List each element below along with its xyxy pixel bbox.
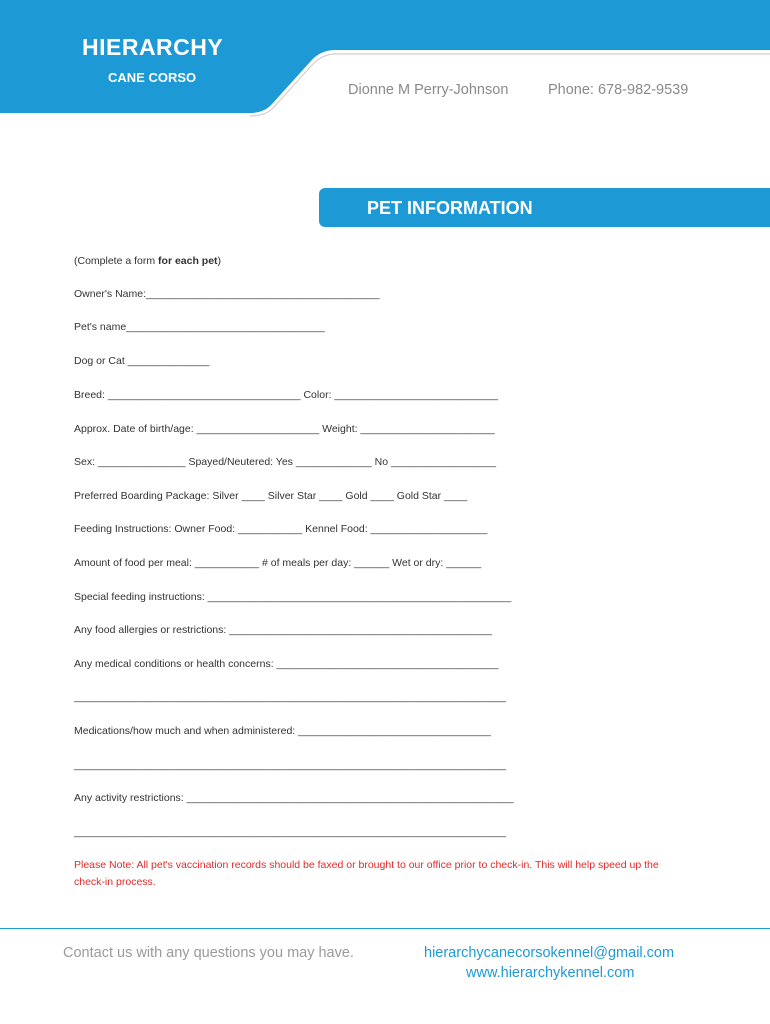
- feeding-instructions-field[interactable]: Feeding Instructions: Owner Food: ___________ Kennel Food: ____________________: [74, 523, 488, 535]
- allergies-field[interactable]: Any food allergies or restrictions: _____________________________________________: [74, 624, 493, 636]
- footer-website-link[interactable]: www.hierarchykennel.com: [466, 965, 635, 981]
- vaccination-note: Please Note: All pet's vaccination records should be faxed or brought to our office prior to check-in. This will help speed up the check-in process.: [74, 859, 659, 888]
- footer-contact-text: Contact us with any questions you may have.: [63, 945, 354, 961]
- activity-restrictions-field[interactable]: Any activity restrictions: ________________________________________________________: [74, 792, 514, 804]
- section-title: PET INFORMATION: [367, 198, 533, 218]
- sex-spayed-field[interactable]: Sex: _______________ Spayed/Neutered: Yes _____________ No __________________: [74, 456, 497, 468]
- breed-color-field[interactable]: Breed: _________________________________ Color: ____________________________: [74, 389, 498, 401]
- contact-name: Dionne M Perry-Johnson: [348, 82, 509, 98]
- brand-subtitle: CANE CORSO: [108, 70, 197, 85]
- footer-email-link[interactable]: hierarchycanecorsokennel@gmail.com: [424, 945, 675, 961]
- dog-or-cat-field[interactable]: Dog or Cat ______________: [74, 355, 210, 367]
- food-amount-field[interactable]: Amount of food per meal: ___________ # of meals per day: ______ Wet or dry: ______: [74, 557, 482, 569]
- special-feeding-field[interactable]: Special feeding instructions: ____________________________________________________: [74, 591, 512, 603]
- intro-instruction: [74, 255, 221, 267]
- owner-name-field[interactable]: Owner's Name:________________________________________: [74, 288, 380, 300]
- contact-phone: Phone: 678-982-9539: [548, 82, 689, 98]
- intro-suffix: ): [217, 255, 222, 267]
- intro-prefix: (Complete a form: [74, 255, 159, 267]
- medications-continued[interactable]: __________________________________________________________________________: [74, 759, 507, 771]
- medications-field[interactable]: Medications/how much and when administered: _________________________________: [74, 725, 491, 737]
- footer-divider: [0, 928, 770, 929]
- pet-name-field[interactable]: Pet's name__________________________________: [74, 321, 325, 333]
- birth-weight-field[interactable]: Approx. Date of birth/age: _____________________ Weight: _______________________: [74, 423, 495, 435]
- intro-bold: for each pet: [158, 255, 218, 267]
- brand-title: HIERARCHY: [82, 34, 224, 60]
- medical-conditions-field[interactable]: Any medical conditions or health concerns: ______________________________________: [74, 658, 499, 670]
- medical-conditions-continued[interactable]: __________________________________________________________________________: [74, 691, 507, 703]
- boarding-package-field[interactable]: Preferred Boarding Package: Silver ____ Silver Star ____ Gold ____ Gold Star ____: [74, 490, 468, 502]
- activity-restrictions-continued[interactable]: __________________________________________________________________________: [74, 826, 507, 838]
